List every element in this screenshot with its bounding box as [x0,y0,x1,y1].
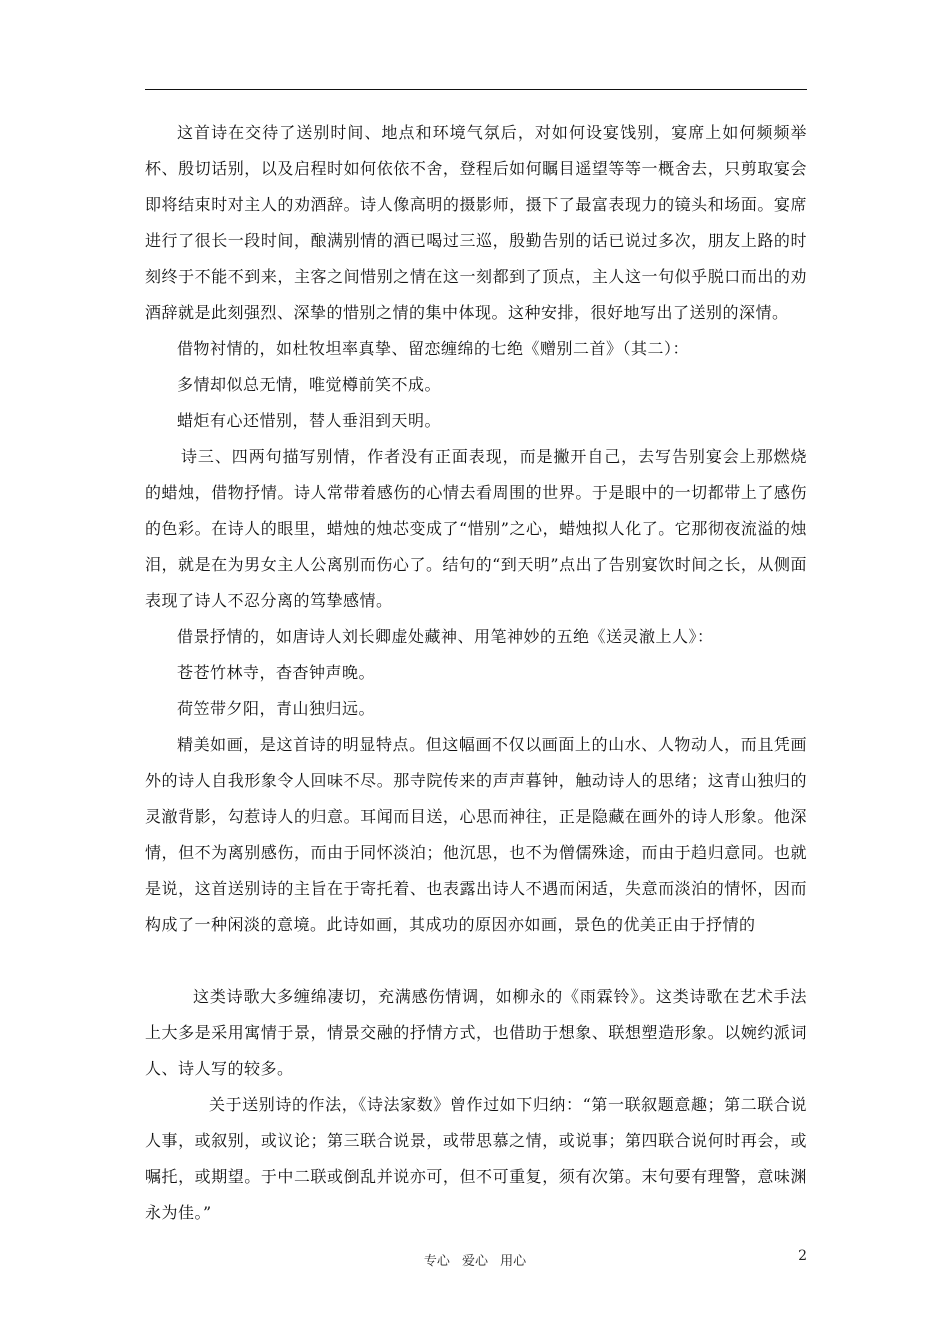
paragraph-4: 借景抒情的，如唐诗人刘长卿虚处藏神、用笔神妙的五绝《送灵澈上人》： [177,627,714,646]
poem-line-3: 苍苍竹林寺，杳杳钟声晚。 [177,663,376,682]
paragraph-2: 借物衬情的，如杜牧坦率真挚、留恋缠绵的七绝《赠别二首》（其二）： [177,339,690,358]
paragraph-7: 关于送别诗的作法，《诗法家数》曾作过如下归纳：“第一联叙题意趣；第二联合说人事，或叙别，或议论；第三联合说景，或带思慕之情，或说事；第四联合说何时再会，或嘱托，或期望。于中二联或倒乱并说亦可，但不可重复，须有次第。末句要有理警，意味渊永为佳。” [145,1095,807,1222]
poem-line-4: 荷笠带夕阳，青山独归远。 [177,699,376,718]
header-rule [145,89,807,90]
page-number: 2 [798,1248,807,1264]
footer-motto: 专心 爱心 用心 [423,1254,527,1269]
paragraph-1: 这首诗在交待了送别时间、地点和环境气氛后，对如何设宴饯别，宴席上如何频频举杯、殷切话别，以及启程时如何依依不舍，登程后如何瞩目遥望等等一概舍去，只剪取宴会即将结束时对主人的劝酒辞。诗人像高明的摄影师，摄下了最富表现力的镜头和场面。宴席进行了很长一段时间，酿满别情的酒已喝过三巡，殷勤告别的话已说过多次，朋友上路的时刻终于不能不到来，主客之间惜别之情在这一刻都到了顶点，主人这一句似乎脱口而出的劝酒辞就是此刻强烈、深挚的惜别之情的集中体现。这种安排，很好地写出了送别的深情。 [145,123,807,322]
paragraph-5: 精美如画，是这首诗的明显特点。但这幅画不仅以画面上的山水、人物动人，而且凭画外的诗人自我形象令人回味不尽。那寺院传来的声声暮钟，触动诗人的思绪；这青山独归的灵澈背影，勾惹诗人的归意。耳闻而目送，心思而神往，正是隐藏在画外的诗人形象。他深情，但不为离别感伤，而由于同怀淡泊；他沉思，也不为僧儒殊途，而由于趋归意同。也就是说，这首送别诗的主旨在于寄托着、也表露出诗人不遇而闲适，失意而淡泊的情怀，因而构成了一种闲淡的意境。此诗如画，其成功的原因亦如画，景色的优美正由于抒情的 [145,735,807,934]
paragraph-6: 这类诗歌大多缠绵凄切，充满感伤情调，如柳永的《雨霖铃》。这类诗歌在艺术手法上大多是采用寓情于景，情景交融的抒情方式，也借助于想象、联想塑造形象。以婉约派词人、诗人写的较多。 [145,987,807,1078]
paragraph-gap [145,943,807,979]
poem-line-1: 多情却似总无情，唯觉樽前笑不成。 [177,375,442,394]
paragraph-3: 诗三、四两句描写别情，作者没有正面表现，而是撇开自己，去写告别宴会上那燃烧的蜡烛，借物抒情。诗人常带着感伤的心情去看周围的世界。于是眼中的一切都带上了感伤的色彩。在诗人的眼里，蜡烛的烛芯变成了“惜别”之心，蜡烛拟人化了。它那彻夜流溢的烛泪，就是在为男女主人公离别而伤心了。结句的“到天明”点出了告别宴饮时间之长，从侧面表现了诗人不忍分离的笃挚感情。 [145,447,807,610]
document-body [145,115,807,1231]
poem-line-2: 蜡炬有心还惜别，替人垂泪到天明。 [177,411,442,430]
